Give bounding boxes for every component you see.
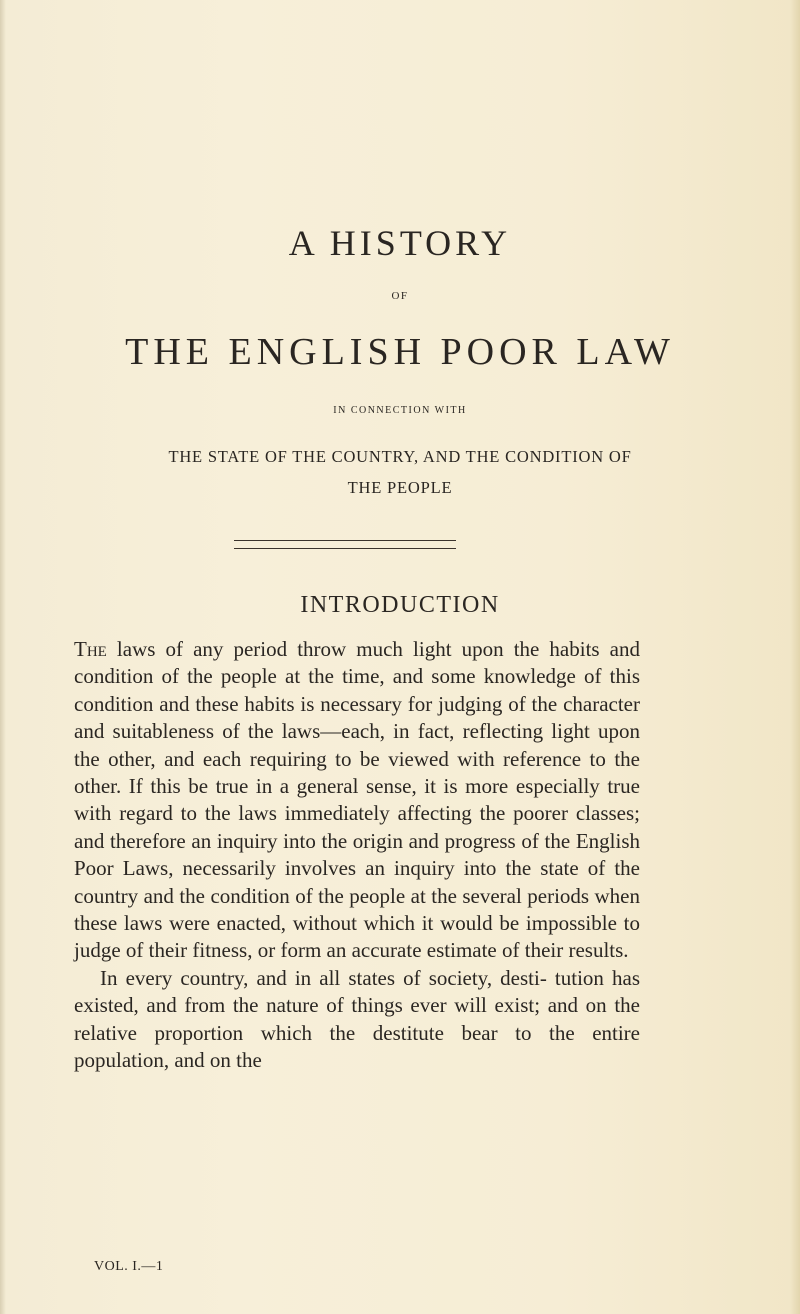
book-title-of: OF [391,290,409,302]
paragraph-1-text: laws of any period throw much light upon the habits and condition of the people at the time, and some knowledge of this condition and these habits is necessary for judging of the character and suitableness of the laws—each, in fact, reflecting light upon the other, and each requiring to be viewed with reference to the other. If this be true in a general sense, it is more especially true with regard to the laws immediately affecting the poorer classes; and therefore an inquiry into the origin and progress of the English Poor Laws, necessarily involves an inquiry into the state of the country and the condition of the people at the several periods when these laws were enacted, without which it would be impossible to judge of their fitness, or form an accurate estimate of their results. [74,637,640,963]
page-edge-right [790,0,800,1314]
body-text [74,636,640,1075]
paragraph-1-lead: The [74,637,107,661]
section-heading: INTRODUCTION [300,592,500,618]
book-subtitle-line-2: THE PEOPLE [347,478,453,497]
page-edge-left [0,0,6,1314]
divider-rule-top [234,540,456,541]
signature-mark: VOL. I.—1 [94,1259,164,1274]
paragraph-1 [74,636,640,965]
book-title-connection: IN CONNECTION WITH [333,405,467,416]
paragraph-2: In every country, and in all states of society, desti- tution has existed, and from the nature of things ever will exist; and on the relative proportion which the destitute bear to the entire population, and on the [74,965,640,1073]
book-title-line-1: A HISTORY [288,223,512,263]
book-title-main: THE ENGLISH POOR LAW [125,331,675,373]
book-subtitle-line-1: THE STATE OF THE COUNTRY, AND THE CONDITION OF [168,447,632,466]
divider-rule-bottom [234,548,456,549]
